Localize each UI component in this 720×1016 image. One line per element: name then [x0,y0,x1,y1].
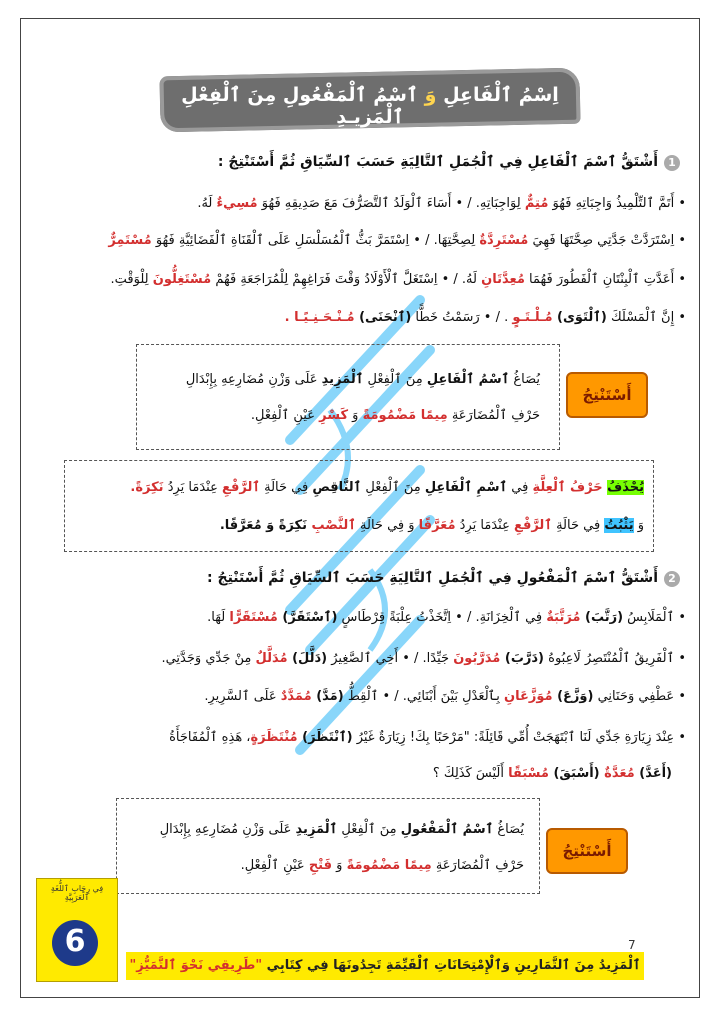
conclusion2-line-2: حَرْفِ ٱلْمُضَارَعَةِ مِيمًا مَضْمُومَةً وَ فَتْحِ عَيْنِ ٱلْفِعْلِ. [240,858,524,873]
section1-heading: 1أَشْتَقُّ ٱسْمَ ٱلْفَاعِلِ فِي ٱلْجُمَلِ ٱلتَّالِيَةِ حَسَبَ ٱلسِّيَاقِ ثُمَّ أَسْتَنْتِجُ : [218,154,680,171]
page-number: 7 [628,938,636,952]
section1-number: 1 [664,155,680,171]
s2-line-3: • عَطْفِي وَحَنَانِي (وَزَّعَ) مُوَزَّعَانِ بِٱلْعَدْلِ بَيْنَ أَبْنَائِي. / • ٱلْقِطُّ (مَدَّ) مُمَدَّدٌ عَلَى ٱلسَّرِيرِ. [204,689,686,704]
conclusion2-line-1: يُصَاغُ ٱسْمُ ٱلْمَفْعُولِ مِنَ ٱلْفِعْلِ ٱلْمَزِيدِ عَلَى وَزْنِ مُضَارِعِهِ بِإِبْدَالِ [159,822,524,837]
s1-line-2: • اِسْتَرَدَّتْ جَدَّتِي صِحَّتَهَا فَهِيَ مُسْتَرِدَّةٌ لِصِحَّتِهَا. / • اِسْتَمَرَّ بَثُّ ٱلْمُسَلْسَلِ عَلَى ٱلْقَنَاةِ ٱلْفَضَائِيَّةِ فَهُوَ مُسْتَمِرٌّ [108,233,686,248]
rule-box [64,460,654,552]
s2-line-4: • عِنْدَ زِيَارَةِ جَدِّي لَنَا ٱبْتَهَجَتْ أُمِّي قَائِلَةً: "مَرْحَبًا بِكَ! زِيَارَةٌ غَيْرُ (ٱنْتَظَرَ) مُنْتَظَرَةٍ، هَذِهِ ٱلْمُفَاجَأَةُ [169,730,686,745]
conclusion1-line-1: يُصَاغُ ٱسْمُ ٱلْفَاعِلِ مِنَ ٱلْفِعْلِ ٱلْمَزِيدِ عَلَى وَزْنِ مُضَارِعِهِ بِإِبْدَالِ [185,372,540,387]
title-amp: وَ [424,84,437,106]
conclusion2-badge: أَسْتَنْتِجُ [546,828,628,874]
rule-line-1: يُحْذَفُ حَرْفُ ٱلْعِلَّةِ فِي ٱسْمِ ٱلْفَاعِلِ مِنَ ٱلْفِعْلِ ٱلنَّاقِصِ فِي حَالَةِ ٱلرَّفْعِ عِنْدَمَا يَرِدُ نَكِرَةً. [130,480,644,495]
conclusion2-box [116,798,540,894]
section2-heading: 2أَشْتَقُّ ٱسْمَ ٱلْمَفْعُولِ فِي ٱلْجُمَلِ ٱلتَّالِيَةِ حَسَبَ ٱلسِّيَاقِ ثُمَّ أَسْتَنْتِجُ : [207,570,680,587]
rule-line-2: وَ يَثْبُتُ فِي حَالَةِ ٱلرَّفْعِ عِنْدَمَا يَرِدُ مُعَرَّفًا وَ فِي حَالَةِ ٱلنَّصْبِ نَكِرَةً وَ مُعَرَّفًا. [219,518,644,533]
section2-number: 2 [664,571,680,587]
book-cover-title: فِي رِحَابِ ٱللُّغَةِ ٱلْعَرَبِيَّةِ [50,884,104,902]
s2-line-5: (أَعَدَّ) مُعَدَّةٌ (أَسْبَقَ) مُسْبَقًا أَلَيْسَ كَذَلِكَ ؟ [432,766,672,781]
s1-line-4: • إِنَّ ٱلْمَسْلَكَ (ٱلْتَوَى) مُـلْـتَـوٍ . / • رَسَمْتُ خَطًّا (ٱنْحَنَى) مُـنْـحَـنِـيًـا . [284,310,686,325]
footer-banner: ٱلْمَزِيدُ مِنَ ٱلتَّمَارِينِ وَٱلْإِمْتِحَانَاتِ ٱلْقَيِّمَةِ تَجِدُونَهَا فِي كِتَابِي "طَرِيقِي نَحْوَ ٱلتَّمَيُّزِ" [126,952,644,980]
s2-line-2: • ٱلْفَرِيقُ ٱلْمُنْتَصِرُ لَاعِبُوهُ (دَرَّبَ) مُدَرَّبُونَ جَيِّدًا. / • أَخِي ٱلصَّغِيرُ (دَلَّلَ) مُدَلَّلٌ مِنْ جَدِّي وَجَدَّتِي. [161,651,686,666]
conclusion1-line-2: حَرْفِ ٱلْمُضَارَعَةِ مِيمًا مَضْمُومَةً وَ كَسْرِ عَيْنِ ٱلْفِعْلِ. [250,408,540,423]
page-title: اِسْمُ ٱلْفَاعِلِ وَ ٱسْمُ ٱلْمَفْعُولِ مِنَ ٱلْفِعْلِ ٱلْمَزِيـدِ [181,84,559,128]
s1-line-1: • أَتَمَّ ٱلتِّلْمِيذُ وَاجِبَاتِهِ فَهُوَ مُتِمٌّ لِوَاجِبَاتِهِ. / • أَسَاءَ ٱلْوَلَدُ ٱلتَّصَرُّفَ مَعَ صَدِيقِهِ فَهُوَ مُسِيءٌ لَهُ. [197,196,686,211]
s2-line-1: • ٱلْمَلَابِسُ (رَتَّبَ) مُرَتَّبَةٌ فِي ٱلْخِزَانَةِ. / • اِتَّخَذْتُ عِلْبَةً قِرْطَاسٍ (ٱسْتَقَرَّ) مُسْتَقَرًّا لَهَا. [207,610,686,625]
book-grade-number: 6 [52,920,98,966]
conclusion1-box [136,344,560,450]
s1-line-3: • أَعَدَّتِ ٱلْبِنْتَانِ ٱلْفَطُورَ فَهُمَا مُعِدَّتَانِ لَهُ. / • اِسْتَغَلَّ ٱلْأَوْلَادُ وَقْتَ فَرَاغِهِمْ لِلْمُرَاجَعَةِ فَهُمْ مُسْتَغِلُّونَ لِلْوَقْتِ. [110,272,686,287]
conclusion1-badge: أَسْتَنْتِجُ [566,372,648,418]
